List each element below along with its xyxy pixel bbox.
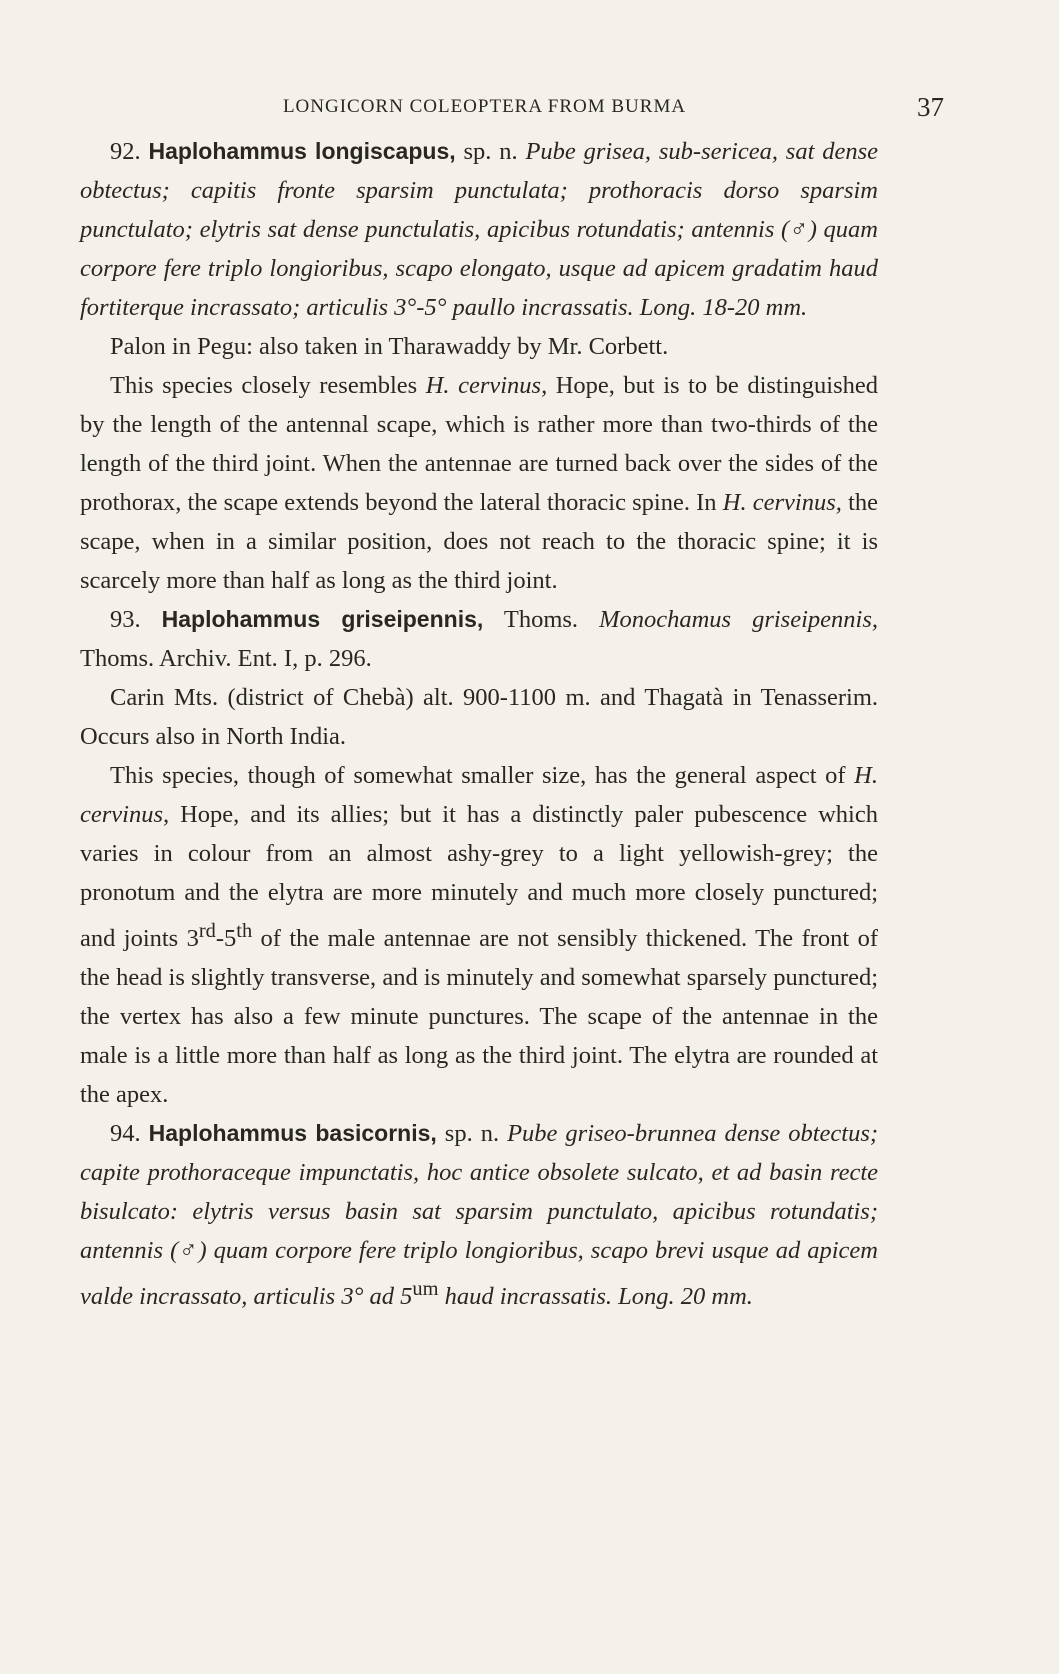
superscript: um [412,1278,439,1301]
text-body [80,132,878,1316]
entry-number: 94. [110,1120,141,1148]
male-symbol: ♂ [178,1237,199,1265]
latin-description-cont: ) quam corpore fere triplo longioribus, scapo elongato, usque ad apicem gradatim haud fortiterque incrassato; articulis 3°-5° paullo incrassatis. Long. 18-20 mm. [80,216,879,321]
species-name: Haplohammus griseipennis, [161,606,484,632]
latin-description: Pube grisea, sub-sericea, sat dense obtectus; capitis fronte sparsim punctulata; prothoracis dorso sparsim punctulato; elytris sat dense punctulatis, apicibus rotundatis; antennis ( [80,138,878,243]
synonym: Monochamus griseipennis, [599,606,878,633]
text-run: -5 [215,925,237,953]
header-title: LONGICORN COLEOPTERA FROM BURMA [282,96,687,117]
superscript: th [236,920,253,942]
text-run: Hope, but is to be distinguished by the length of the antennal scape, which is rather more than two-thirds of the length of the third joint. When the antennae are turned back over the sides of the prothorax, the scape extends beyond the lateral thoracic spine. In [80,372,878,516]
text-run: This species closely resembles [110,372,418,399]
latin-description: Pube griseo-brunnea dense obtectus; capite prothoraceque impunctatis, hoc antice obsolete sulcato, et ad basin recte bisulcato: elytris versus basin sat sparsim punctulato, apicibus rotundatis; antennis ( [80,1120,879,1265]
entry-number: 92. [110,138,141,165]
entry-number: 93. [110,606,141,633]
entry-93 [80,600,878,678]
reference: Thoms. Archiv. Ent. I, p. 296. [80,645,372,672]
text-run: Hope, and its allies; but it has a distinctly paler pubescence which varies in colour from an almost ashy-grey to a light yellowish-grey; the pronotum and the elytra are more minutely and much more closely punctured; and joints 3 [80,801,878,953]
superscript: rd [198,920,216,942]
authority: sp. n. [444,1120,500,1148]
entry-92 [80,132,878,327]
text-run: the scape, when in a similar position, does not reach to the thoracic spine; it is scarcely more than half as long as the third joint. [80,489,878,594]
authority: sp. n. [463,138,518,165]
taxon-ref: H. cervinus, [425,372,548,399]
authority: Thoms. [503,606,579,633]
text-run: of the male antennae are not sensibly thickened. The front of the head is slightly transverse, and is minutely and somewhat sparsely punctured; the vertex has also a few minute punctures. The scape of the antennae in the male is a little more than half as long as the third joint. The elytra are rounded at the apex. [80,925,878,1109]
species-name: Haplohammus longiscapus, [148,138,456,164]
discussion-92 [80,366,878,600]
species-name: Haplohammus basicornis, [148,1120,437,1147]
taxon-ref: H. cervinus, [722,489,842,516]
male-symbol: ♂ [789,216,809,243]
page-number: 37 [917,92,944,122]
latin-description-end: haud incrassatis. Long. 20 mm. [444,1283,753,1311]
discussion-93 [80,756,878,1114]
locality-92: Palon in Pegu: also taken in Tharawaddy by Mr. Corbett. [110,333,669,360]
text-run: This species, though of somewhat smaller size, has the general aspect of [110,762,846,789]
latin-description-cont: ) quam corpore fere triplo longioribus, scapo brevi usque ad apicem valde incrassato, articulis 3° ad 5 [80,1237,878,1311]
running-header [80,92,944,122]
taxon-ref: H. cervinus, [80,762,878,828]
locality-93: Carin Mts. (district of Chebà) alt. 900-1100 m. and Thagatà in Tenasserim. Occurs also in North India. [80,684,878,750]
entry-94 [80,1114,878,1316]
